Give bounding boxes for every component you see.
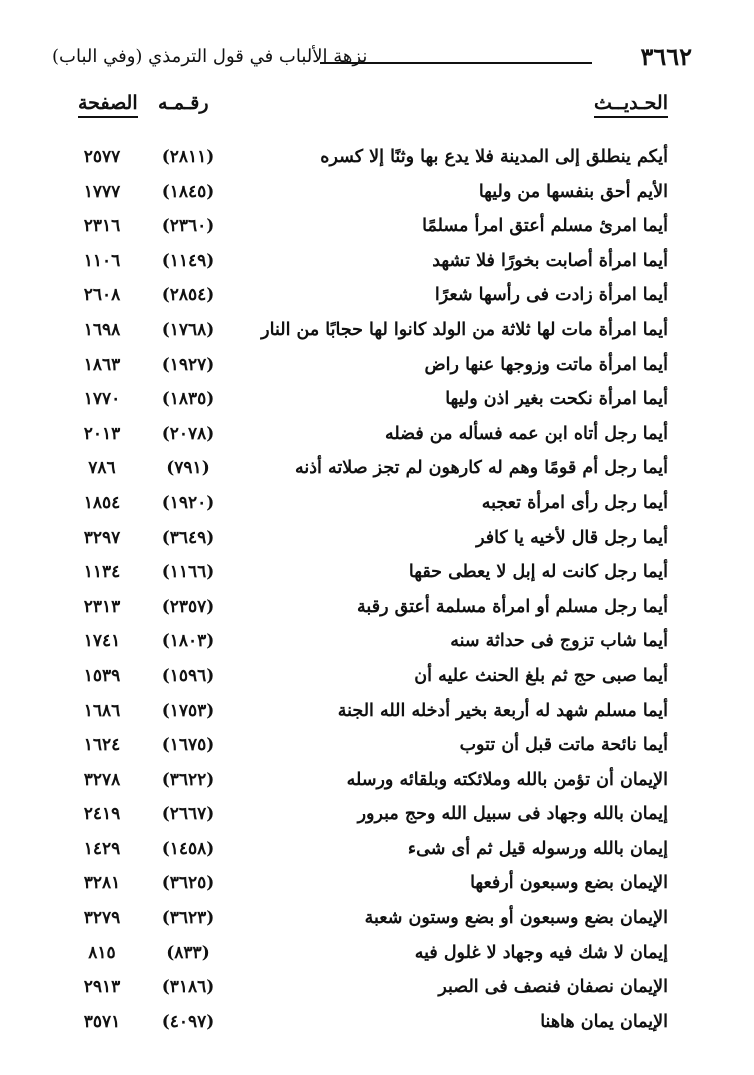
hadith-number: (١١٤٩) <box>161 250 215 271</box>
index-row <box>0 767 754 802</box>
hadith-number: (٢٠٧٨) <box>161 423 215 444</box>
index-row <box>0 352 754 387</box>
hadith-text: أيما امرأة نكحت بغير اذن وليها <box>445 389 668 410</box>
index-row <box>0 836 754 871</box>
page-reference: ٨١٥ <box>88 942 116 963</box>
hadith-number: (٣٦٤٩) <box>161 527 215 548</box>
hadith-number: (١٩٢٧) <box>161 354 215 375</box>
hadith-text: إيمان لا شك فيه وجهاد لا غلول فيه <box>414 942 668 963</box>
index-row <box>0 698 754 733</box>
index-row <box>0 213 754 248</box>
page-reference: ٢٥٧٧ <box>83 147 121 167</box>
index-row <box>0 421 754 456</box>
hadith-column-heading: الحـديــث <box>594 92 668 118</box>
hadith-text: أيما مسلم شهد له أربعة بخير أدخله الله الجنة <box>337 700 668 721</box>
index-row <box>0 974 754 1009</box>
index-row <box>0 801 754 836</box>
page-reference: ١٤٢٩ <box>83 838 121 859</box>
index-row <box>0 940 754 975</box>
index-row <box>0 905 754 940</box>
page-reference: ١١٠٦ <box>83 250 121 271</box>
page-reference: ٣٥٧١ <box>83 1011 121 1032</box>
page-column-heading: الصفحة <box>78 92 138 118</box>
hadith-number: (٢٣٥٧) <box>161 596 215 617</box>
hadith-number: (١٨٤٥) <box>161 181 215 202</box>
hadith-number: (٤٠٩٧) <box>161 1011 215 1032</box>
index-list <box>0 144 754 1043</box>
index-row <box>0 870 754 905</box>
hadith-text: أيما امرئ مسلم أعتق امرأ مسلمًا <box>422 216 668 237</box>
page-reference: ٣٢٧٨ <box>83 769 121 790</box>
index-row <box>0 732 754 767</box>
index-row <box>0 317 754 352</box>
hadith-number: (١٧٦٨) <box>161 319 215 340</box>
page-reference: ١٦٩٨ <box>83 319 121 340</box>
index-row <box>0 559 754 594</box>
hadith-text: الإيمان بضع وسبعون أو بضع وستون شعبة <box>364 908 668 929</box>
hadith-number: (٣٦٢٣) <box>161 908 215 929</box>
hadith-text: أيما رجل قال لأخيه يا كافر <box>476 527 668 548</box>
index-row <box>0 663 754 698</box>
hadith-text: أيما امرأة ماتت وزوجها عنها راض <box>424 354 668 375</box>
hadith-number: (٣٦٢٢) <box>161 769 215 790</box>
hadith-text: أيكم ينطلق إلى المدينة فلا يدع بها وثنًا إلا كسره <box>320 147 668 167</box>
index-row <box>0 179 754 214</box>
hadith-number: (٨٣٣) <box>166 942 210 963</box>
index-row <box>0 282 754 317</box>
page-reference: ١٥٣٩ <box>83 665 121 686</box>
page-reference: ٢٠١٣ <box>83 423 121 444</box>
hadith-text: إيمان بالله ورسوله قيل ثم أى شىء <box>407 838 668 859</box>
page-reference: ١٨٦٣ <box>83 354 121 375</box>
index-row <box>0 144 754 179</box>
page-reference: ١٧٤١ <box>83 631 121 652</box>
index-row <box>0 1009 754 1044</box>
hadith-text: أيما امرأة زادت فى رأسها شعرًا <box>434 285 668 306</box>
index-row <box>0 386 754 421</box>
hadith-number: (٢٦٦٧) <box>161 804 215 825</box>
hadith-number: (١٦٧٥) <box>161 735 215 756</box>
hadith-number: (٣١٨٦) <box>161 977 215 998</box>
hadith-text: الإيمان بضع وسبعون أرفعها <box>470 873 668 894</box>
index-row <box>0 455 754 490</box>
hadith-text: أيما رجل رأى امرأة تعجبه <box>481 492 668 513</box>
page-reference: ٢٤١٩ <box>83 804 121 825</box>
page-reference: ١٦٢٤ <box>83 735 121 756</box>
hadith-text: أيما امرأة أصابت بخورًا فلا تشهد <box>432 250 668 271</box>
page-reference: ٢٣١٦ <box>83 216 121 237</box>
hadith-number: (١٨٣٥) <box>161 389 215 410</box>
hadith-number: (١٧٥٣) <box>161 700 215 721</box>
hadith-number: (٢٣٦٠) <box>161 216 215 237</box>
hadith-text: أيما رجل أتاه ابن عمه فسأله من فضله <box>384 423 668 444</box>
index-row <box>0 594 754 629</box>
page-reference: ٧٨٦ <box>88 458 116 479</box>
running-header <box>52 42 692 74</box>
number-column-heading: رقـمـه <box>158 92 209 114</box>
page-reference: ١٧٧٧ <box>83 181 121 202</box>
hadith-number: (١٤٥٨) <box>161 838 215 859</box>
column-headings <box>0 92 754 126</box>
hadith-text: أيما امرأة مات لها ثلاثة من الولد كانوا لها حجابًا من النار <box>261 319 668 340</box>
index-row <box>0 525 754 560</box>
hadith-number: (٢٨١١) <box>161 147 215 167</box>
page-reference: ٣٢٩٧ <box>83 527 121 548</box>
page-reference: ١٨٥٤ <box>83 492 121 513</box>
hadith-number: (١٩٢٠) <box>161 492 215 513</box>
index-row <box>0 248 754 283</box>
hadith-text: أيما صبى حج ثم بلغ الحنث عليه أن <box>414 665 668 686</box>
hadith-number: (٢٨٥٤) <box>161 285 215 306</box>
hadith-number: (١٥٩٦) <box>161 665 215 686</box>
page-reference: ٢٦٠٨ <box>83 285 121 306</box>
page-reference: ٢٩١٣ <box>83 977 121 998</box>
running-title: نزهة الألباب في قول الترمذي (وفي الباب) <box>52 46 368 67</box>
hadith-number: (١١٦٦) <box>161 562 215 583</box>
page-reference: ١٦٨٦ <box>83 700 121 721</box>
hadith-text: الإيمان يمان هاهنا <box>540 1011 668 1032</box>
index-row <box>0 490 754 525</box>
page-reference: ٣٢٧٩ <box>83 908 121 929</box>
hadith-number: (٧٩١) <box>166 458 210 479</box>
hadith-text: الأيم أحق بنفسها من وليها <box>478 181 668 202</box>
hadith-text: أيما رجل أم قومًا وهم له كارهون لم تجز صلاته أذنه <box>295 458 668 479</box>
page-reference: ١١٣٤ <box>83 562 121 583</box>
hadith-number: (٣٦٢٥) <box>161 873 215 894</box>
hadith-text: الإيمان أن تؤمن بالله وملائكته وبلقائه ورسله <box>346 769 668 790</box>
page-reference: ٣٢٨١ <box>83 873 121 894</box>
hadith-text: أيما شاب تزوج فى حداثة سنه <box>450 631 668 652</box>
hadith-text: أيما رجل كانت له إبل لا يعطى حقها <box>408 562 668 583</box>
page-reference: ٢٣١٣ <box>83 596 121 617</box>
hadith-text: أيما نائحة ماتت قبل أن تتوب <box>459 735 668 756</box>
hadith-text: الإيمان نصفان فنصف فى الصبر <box>438 977 668 998</box>
hadith-number: (١٨٠٣) <box>161 631 215 652</box>
hadith-text: أيما رجل مسلم أو امرأة مسلمة أعتق رقبة <box>357 596 668 617</box>
hadith-text: إيمان بالله وجهاد فى سبيل الله وحج مبرور <box>357 804 668 825</box>
index-row <box>0 628 754 663</box>
page-number: ٣٦٦٢ <box>640 42 692 71</box>
page-reference: ١٧٧٠ <box>83 389 121 410</box>
